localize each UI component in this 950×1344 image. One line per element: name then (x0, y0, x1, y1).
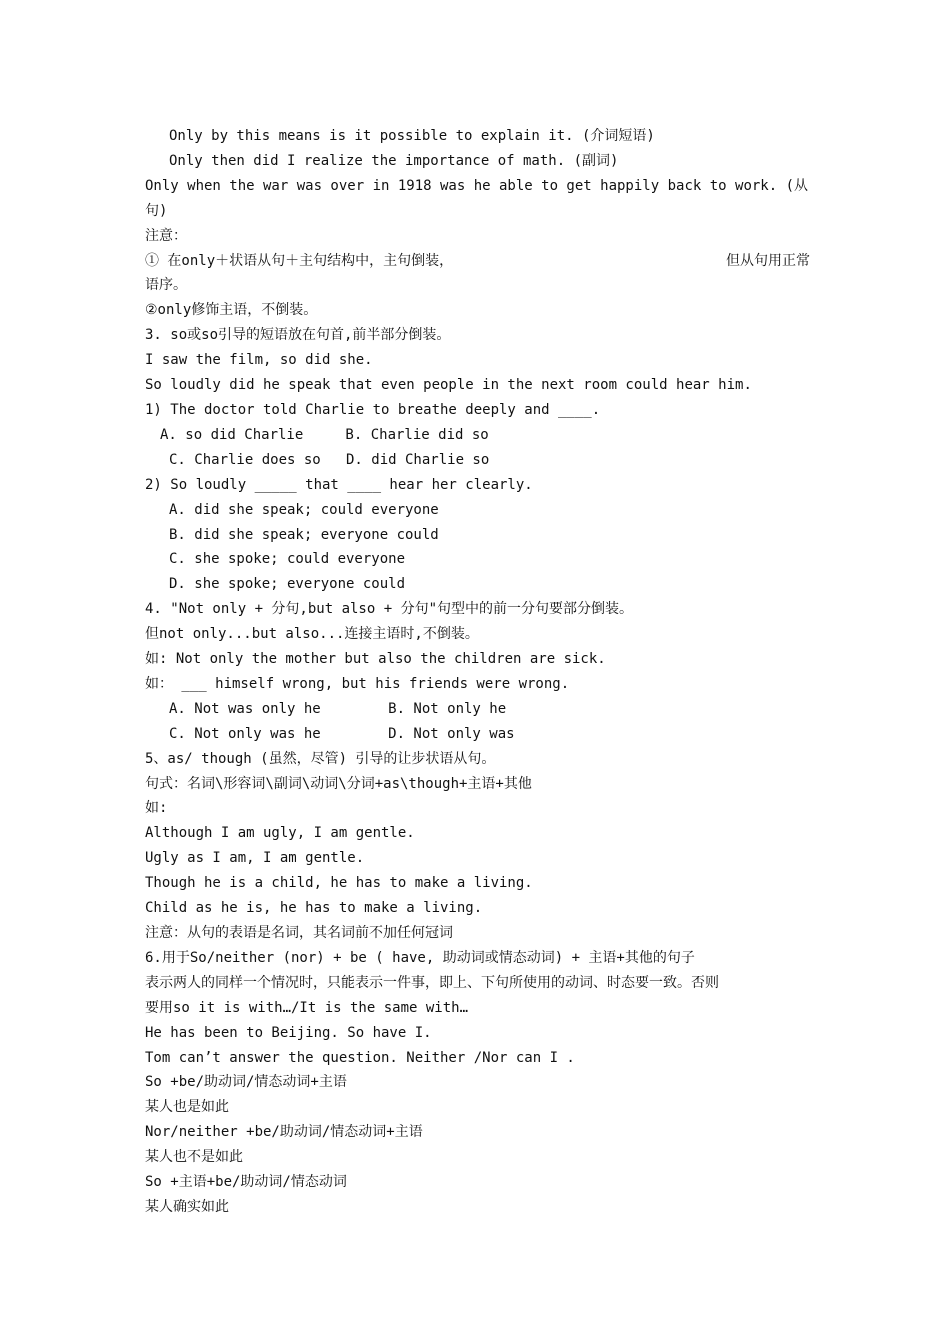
exercise-question: 如： ___ himself wrong, but his friends were wrong. (145, 675, 570, 692)
example-sentence: He has been to Beijing. So have I. (145, 1024, 432, 1041)
rule-text: 表示两人的同样一个情况时，只能表示一件事，即上、下句所使用的动词、时态要一致。否则 (145, 974, 719, 991)
pattern-meaning: 某人也是如此 (145, 1099, 229, 1116)
pattern-text: So +主语+be/助动词/情态动词 (145, 1174, 347, 1191)
example-sentence: Ugly as I am, I am gentle. (145, 850, 365, 867)
example-label: 如: (145, 800, 168, 817)
pattern-meaning: 某人也不是如此 (145, 1149, 243, 1166)
pattern-text: Nor/neither +be/助动词/情态动词+主语 (145, 1124, 423, 1141)
example-sentence: Only when the war was over in 1918 was he able to get happily back to work. (从 (145, 177, 809, 194)
exercise-options: A. so did Charlie B. Charlie did so (160, 426, 489, 443)
note-item: 注意：从句的表语是名词，其名词前不加任何冠词 (145, 925, 453, 941)
exercise-options: C. Charlie does so D. did Charlie so (169, 451, 490, 468)
exercise-option: A. did she speak; could everyone (169, 501, 439, 518)
example-sentence: Child as he is, he has to make a living. (145, 900, 483, 917)
document-body (145, 124, 810, 1220)
exercise-question: 2) So loudly _____ that ____ hear her clearly. (145, 476, 533, 493)
exercise-option: B. did she speak; everyone could (169, 526, 439, 543)
exercise-option: C. she spoke; could everyone (169, 551, 406, 568)
exercise-options: C. Not only was he D. Not only was (169, 725, 515, 742)
note-item: ②only修饰主语，不倒装。 (145, 302, 318, 319)
section-heading: 5、as/ though (虽然，尽管) 引导的让步状语从句。 (145, 750, 496, 767)
exercise-question: 1) The doctor told Charlie to breathe deeply and ____. (145, 401, 601, 418)
rule-text: 但not only...but also...连接主语时,不倒装。 (145, 626, 479, 643)
example-sentence: So loudly did he speak that even people in the next room could hear him. (145, 377, 752, 394)
example-sentence: Tom can’t answer the question. Neither /Nor can I . (145, 1049, 575, 1066)
note-item (145, 249, 810, 274)
note-heading: 注意： (145, 227, 187, 244)
example-sentence: 如: Not only the mother but also the children are sick. (145, 651, 606, 668)
exercise-option: D. she spoke; everyone could (169, 576, 406, 593)
rule-text-continued: 要用so it is with…/It is the same with… (145, 999, 469, 1016)
example-sentence: I saw the film, so did she. (145, 352, 373, 369)
pattern-meaning: 某人确实如此 (145, 1198, 229, 1215)
pattern-text: 句式：名词\形容词\副词\动词\分词+as\though+主语+其他 (145, 775, 532, 792)
pattern-text: So +be/助动词/情态动词+主语 (145, 1074, 347, 1091)
example-sentence-continued: 句) (145, 202, 168, 219)
note-item-end: 但从句用正常 (726, 252, 810, 269)
example-sentence: Only by this means is it possible to explain it. (介词短语) (169, 128, 655, 144)
example-sentence: Though he is a child, he has to make a living. (145, 875, 533, 892)
example-sentence: Although I am ugly, I am gentle. (145, 825, 415, 842)
note-item-continued: 语序。 (145, 277, 187, 294)
note-item-start: ① 在only＋状语从句＋主句结构中，主句倒装， (145, 252, 454, 269)
example-sentence: Only then did I realize the importance of math. (副词) (169, 152, 619, 169)
section-heading: 6.用于So/neither (nor) + be ( have, 助动词或情态动词) + 主语+其他的句子 (145, 949, 695, 966)
section-heading: 4. "Not only + 分句,but also + 分句"句型中的前一分句要部分倒装。 (145, 601, 634, 618)
exercise-options: A. Not was only he B. Not only he (169, 700, 507, 717)
section-heading: 3. so或so引导的短语放在句首,前半部分倒装。 (145, 327, 451, 344)
